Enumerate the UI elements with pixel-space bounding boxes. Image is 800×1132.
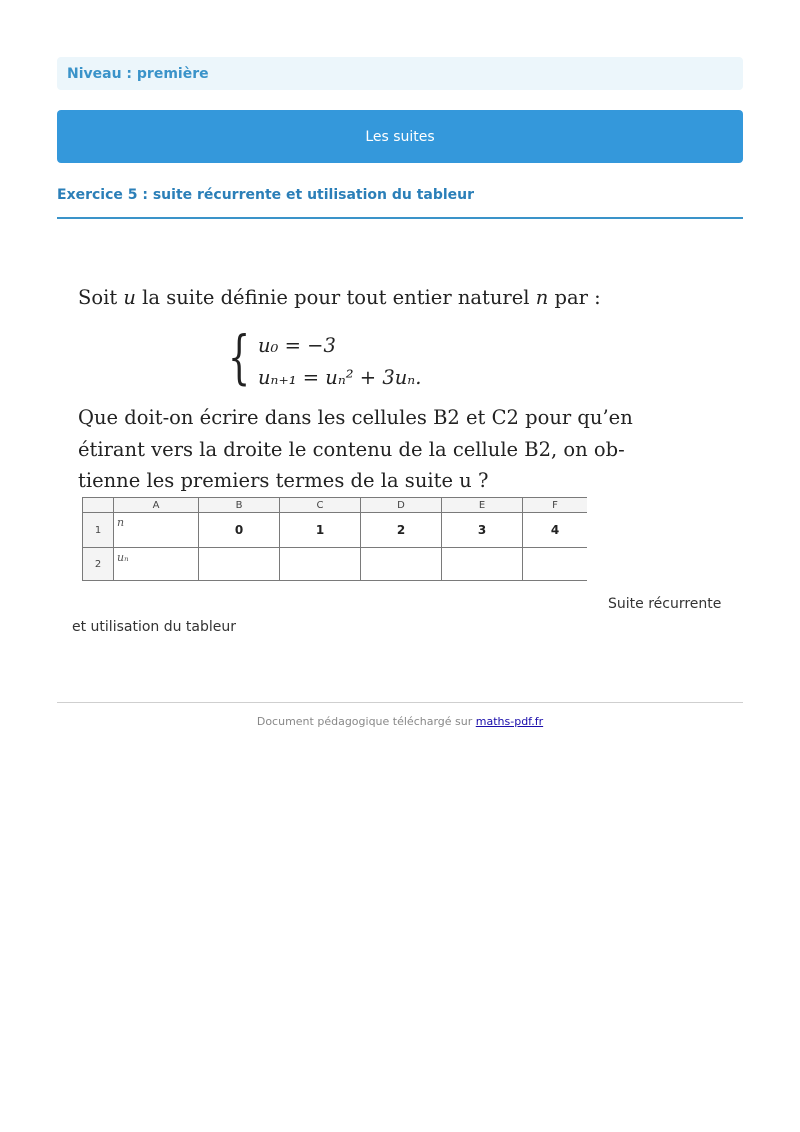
- cell-e1: 3: [442, 513, 523, 548]
- question-line-3: tienne les premiers termes de la suite u ?: [78, 469, 489, 492]
- question-line-1: Que doit-on écrire dans les cellules B2 et C2 pour qu’en: [78, 406, 633, 429]
- exercise-figure: [78, 280, 633, 582]
- spreadsheet-row: [83, 513, 588, 548]
- level-text: Niveau : première: [67, 65, 209, 82]
- column-header: E: [442, 498, 523, 513]
- row-number: 1: [83, 513, 114, 548]
- spreadsheet-row: [83, 548, 588, 581]
- recurrence-equation: uₙ₊₁ = uₙ² + 3uₙ.: [258, 366, 422, 389]
- column-header: B: [199, 498, 280, 513]
- chapter-title: Les suites: [365, 128, 435, 145]
- cell-f2: [523, 548, 588, 581]
- exercise-title: Exercice 5 : suite récurrente et utilisation du tableur: [57, 187, 743, 219]
- cell-f1: 4: [523, 513, 588, 548]
- spreadsheet: [82, 497, 587, 581]
- chapter-banner: [57, 110, 743, 163]
- left-brace-icon: {: [228, 323, 251, 391]
- corner-cell: [83, 498, 114, 513]
- question-line-2: étirant vers la droite le contenu de la cellule B2, on ob-: [78, 438, 625, 461]
- cell-a1: n: [114, 513, 199, 548]
- figure-caption-line-2: et utilisation du tableur: [72, 619, 237, 635]
- figure-caption-line-1: Suite récurrente: [608, 596, 722, 612]
- initial-term-equation: u₀ = −3: [258, 334, 336, 357]
- column-header: A: [114, 498, 199, 513]
- spreadsheet-header-row: [83, 498, 588, 513]
- cell-a2: uₙ: [114, 548, 199, 581]
- cell-d2: [361, 548, 442, 581]
- cell-c2: [280, 548, 361, 581]
- column-header: C: [280, 498, 361, 513]
- footer-text: Document pédagogique téléchargé sur: [256, 715, 473, 728]
- cell-e2: [442, 548, 523, 581]
- column-header: D: [361, 498, 442, 513]
- footer-link[interactable]: maths-pdf.fr: [475, 715, 544, 728]
- cell-c1: 1: [280, 513, 361, 548]
- intro-line: Soit u la suite définie pour tout entier naturel n par :: [78, 286, 601, 309]
- column-header: F: [523, 498, 588, 513]
- row-number: 2: [83, 548, 114, 581]
- cell-b2: [199, 548, 280, 581]
- cell-d1: 2: [361, 513, 442, 548]
- footer-divider: [57, 702, 743, 703]
- page: [57, 57, 743, 219]
- cell-b1: 0: [199, 513, 280, 548]
- footer: [57, 715, 743, 728]
- level-badge: [57, 57, 743, 90]
